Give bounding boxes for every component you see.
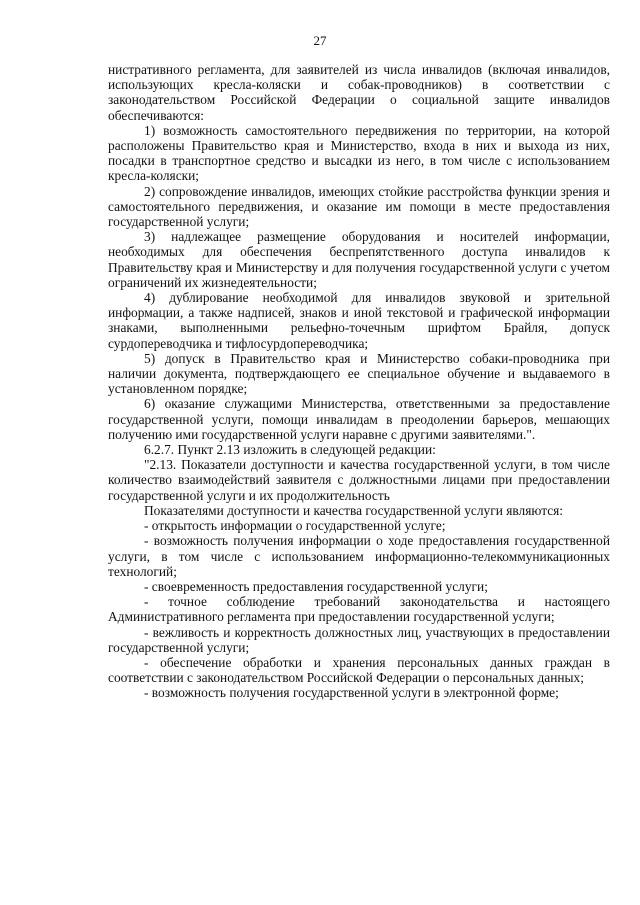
paragraph-item-1: 1) возможность самостоятельного передвижения по территории, на которой расположены Правительство края и Министерство, входа в них и выхода из них, посадки в транспортное средство и высадки из него, в том числе с использованием кресла-коляски; xyxy=(108,122,610,184)
paragraph-item-6: 6) оказание служащими Министерства, ответственными за предоставление государственной услуги, помощи инвалидам в преодолении барьеров, мешающих получению ими государственной услуги наравне с другими заявителями.". xyxy=(108,396,610,442)
paragraph-item-3: 3) надлежащее размещение оборудования и носителей информации, необходимых для обеспечения беспрепятственного доступа инвалидов к Правительству края и Министерству и для получения государственной услуги с учетом ограничений их жизнедеятельности; xyxy=(108,229,610,290)
page-number: 27 xyxy=(313,33,327,48)
paragraph-indicators-intro: Показателями доступности и качества государственной услуги являются: xyxy=(144,502,564,518)
bullet-timeliness: - своевременность предоставления государственной услуги; xyxy=(144,578,488,594)
bullet-compliance: - точное соблюдение требований законодательства и настоящего Административного регламента при предоставлении государственной услуги; xyxy=(108,594,610,625)
paragraph-clause-6-2-7: 6.2.7. Пункт 2.13 изложить в следующей редакции: xyxy=(144,442,436,458)
paragraph-item-4: 4) дублирование необходимой для инвалидов звуковой и зрительной информации, а также надписей, знаков и иной текстовой и графической информации знаками, выполненными рельефно-точечным шрифтом Брайля, допуск сурдопереводчика и тифлосурдопереводчика; xyxy=(108,290,610,351)
bullet-openness: - открытость информации о государственной услуге; xyxy=(144,518,446,534)
document-body xyxy=(108,62,610,701)
paragraph-item-2: 2) сопровождение инвалидов, имеющих стойкие расстройства функции зрения и самостоятельного передвижения, и оказание им помощи в месте предоставления государственной услуги; xyxy=(108,183,610,230)
paragraph-continuation: нистративного регламента, для заявителей из числа инвалидов (включая инвалидов, использующих кресла-коляски и собак-проводников) в соответствии с законодательством Российской Федерации о социальной защите инвалидов обеспечиваются: xyxy=(108,62,610,123)
bullet-personal-data: - обеспечение обработки и хранения персональных данных граждан в соответствии с законодательством Российской Федерации о персональных данных; xyxy=(108,654,610,686)
bullet-progress-info: - возможность получения информации о ходе предоставления государственной услуги, в том числе с использованием информационно-телекоммуникационных технологий; xyxy=(108,533,610,579)
bullet-electronic-form: - возможность получения государственной услуги в электронной форме; xyxy=(144,685,559,701)
paragraph-clause-2-13: "2.13. Показатели доступности и качества государственной услуги, в том числе количество взаимодействий заявителя с должностными лицами при предоставлении государственной услуги и их продолжительность xyxy=(108,457,610,503)
paragraph-item-5: 5) допуск в Правительство края и Министерство собаки-проводника при наличии документа, подтверждающего ее специальное обучение и выдаваемого в установленном порядке; xyxy=(108,350,610,397)
bullet-politeness: - вежливость и корректность должностных лиц, участвующих в предоставлении государственной услуги; xyxy=(108,624,610,655)
